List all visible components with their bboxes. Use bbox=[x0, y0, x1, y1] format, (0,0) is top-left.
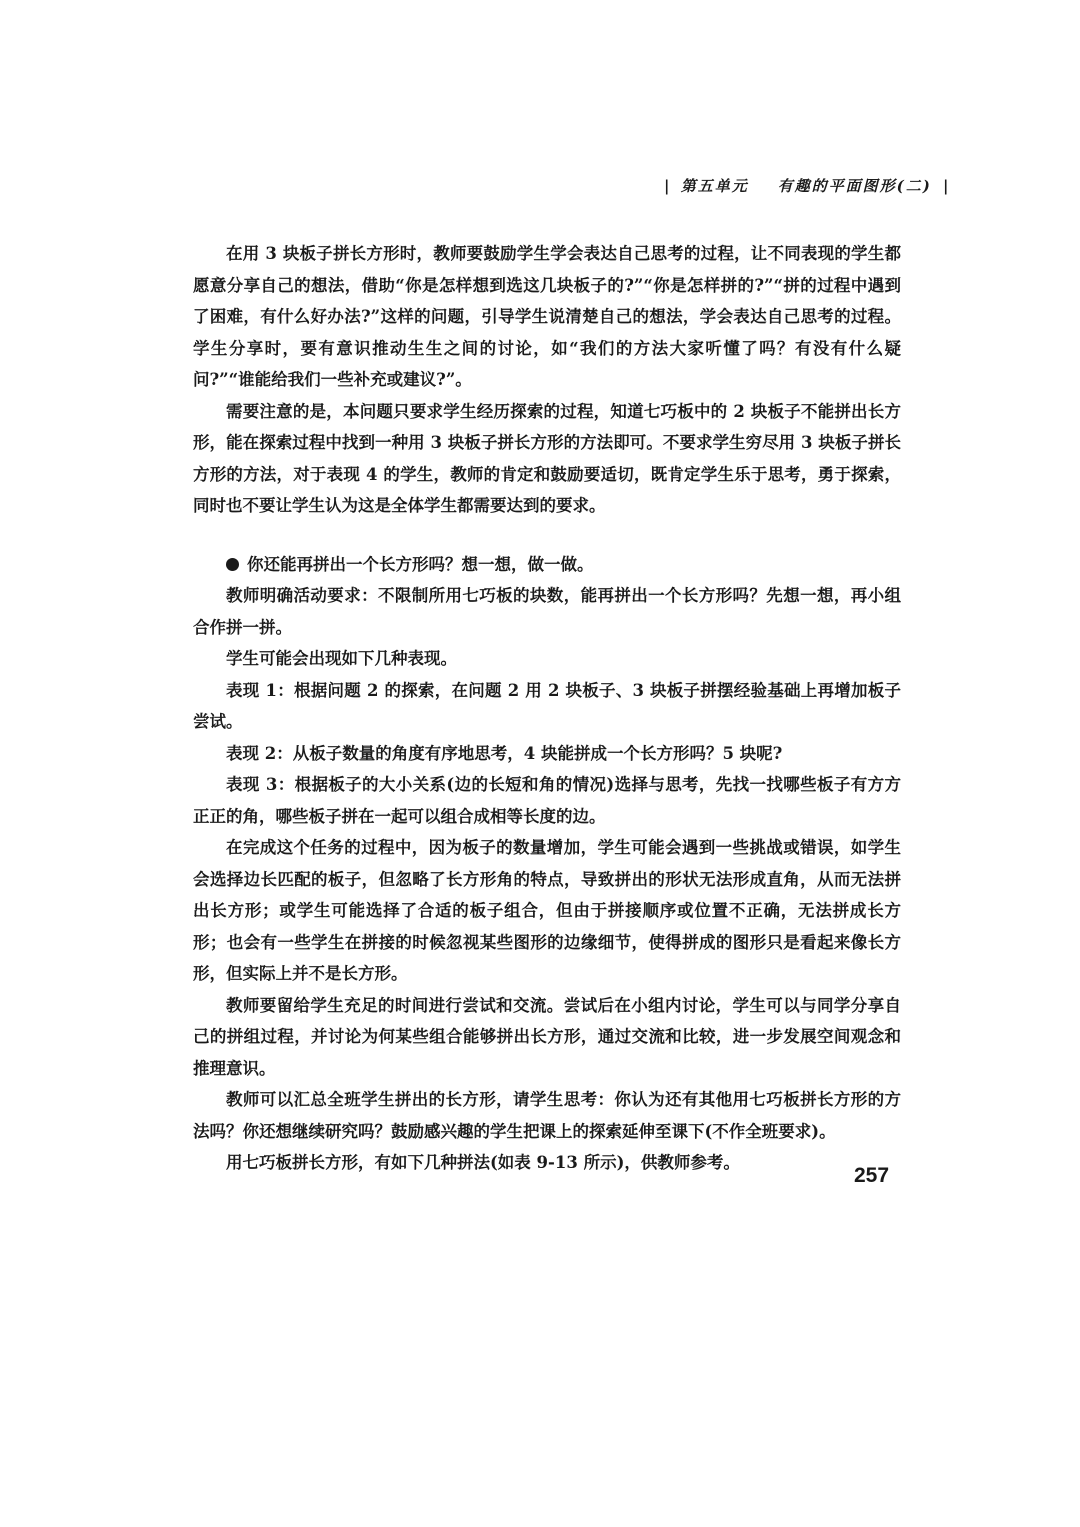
paragraph: 表现 2：从板子数量的角度有序地思考，4 块能拼成一个长方形吗？5 块呢? bbox=[226, 743, 783, 763]
header-title: 有趣的平面图形(二) bbox=[777, 177, 932, 195]
paragraph: 表现 3：根据板子的大小关系(边的长短和角的情况)选择与思考，先找一找哪些板子有方方正正的角，哪些板子拼在一起可以组合成相等长度的边。 bbox=[193, 775, 901, 826]
header-divider: | bbox=[664, 177, 670, 195]
header-unit: 第五单元 bbox=[680, 177, 749, 195]
paragraph: 在用 3 块板子拼长方形时，教师要鼓励学生学会表达自己思考的过程，让不同表现的学生都愿意分享自己的想法，借助“你是怎样想到选这几块板子的?”“你是怎样拼的?”“拼的过程中遇到了困难，有什么好办法?”这样的问题，引导学生说清楚自己的想法，学会表达自己思考的过程。学生分享时，要有意识推动生生之间的讨论，如“我们的方法大家听懂了吗？有没有什么疑问?”“谁能给我们一些补充或建议?”。 bbox=[193, 244, 901, 389]
paragraph: 教师可以汇总全班学生拼出的长方形，请学生思考：你认为还有其他用七巧板拼长方形的方法吗？你还想继续研究吗？鼓励感兴趣的学生把课上的探索延伸至课下(不作全班要求)。 bbox=[193, 1090, 901, 1141]
header-divider: | bbox=[943, 177, 949, 195]
paragraph: 学生可能会出现如下几种表现。 bbox=[226, 649, 457, 668]
bullet-heading bbox=[193, 549, 901, 581]
body-text bbox=[193, 238, 901, 1179]
paragraph: 教师明确活动要求：不限制所用七巧板的块数，能再拼出一个长方形吗？先想一想，再小组合作拼一拼。 bbox=[193, 586, 901, 637]
bullet-text: 你还能再拼出一个长方形吗？想一想，做一做。 bbox=[247, 554, 594, 574]
paragraph: 需要注意的是，本问题只要求学生经历探索的过程，知道七巧板中的 2 块板子不能拼出长方形，能在探索过程中找到一种用 3 块板子拼长方形的方法即可。不要求学生穷尽用 3 块板子拼长方形的方法，对于表现 4 的学生，教师的肯定和鼓励要适切，既肯定学生乐于思考，勇于探索，同时也不要让学生认为这是全体学生都需要达到的要求。 bbox=[193, 401, 901, 515]
paragraph: 用七巧板拼长方形，有如下几种拼法(如表 9-13 所示)，供教师参考。 bbox=[226, 1153, 740, 1172]
paragraph: 表现 1：根据问题 2 的探索，在问题 2 用 2 块板子、3 块板子拼摆经验基础上再增加板子尝试。 bbox=[193, 680, 901, 731]
running-header bbox=[660, 175, 950, 196]
paragraph: 在完成这个任务的过程中，因为板子的数量增加，学生可能会遇到一些挑战或错误，如学生会选择边长匹配的板子，但忽略了长方形角的特点，导致拼出的形状无法形成直角，从而无法拼出长方形；或学生可能选择了合适的板子组合，但由于拼接顺序或位置不正确，无法拼成长方形；也会有一些学生在拼接的时候忽视某些图形的边缘细节，使得拼成的图形只是看起来像长方形，但实际上并不是长方形。 bbox=[193, 838, 901, 983]
paragraph: 教师要留给学生充足的时间进行尝试和交流。尝试后在小组内讨论，学生可以与同学分享自己的拼组过程，并讨论为何某些组合能够拼出长方形，通过交流和比较，进一步发展空间观念和推理意识。 bbox=[193, 995, 901, 1078]
page-number: 257 bbox=[854, 1164, 890, 1187]
bullet-icon bbox=[226, 558, 239, 571]
